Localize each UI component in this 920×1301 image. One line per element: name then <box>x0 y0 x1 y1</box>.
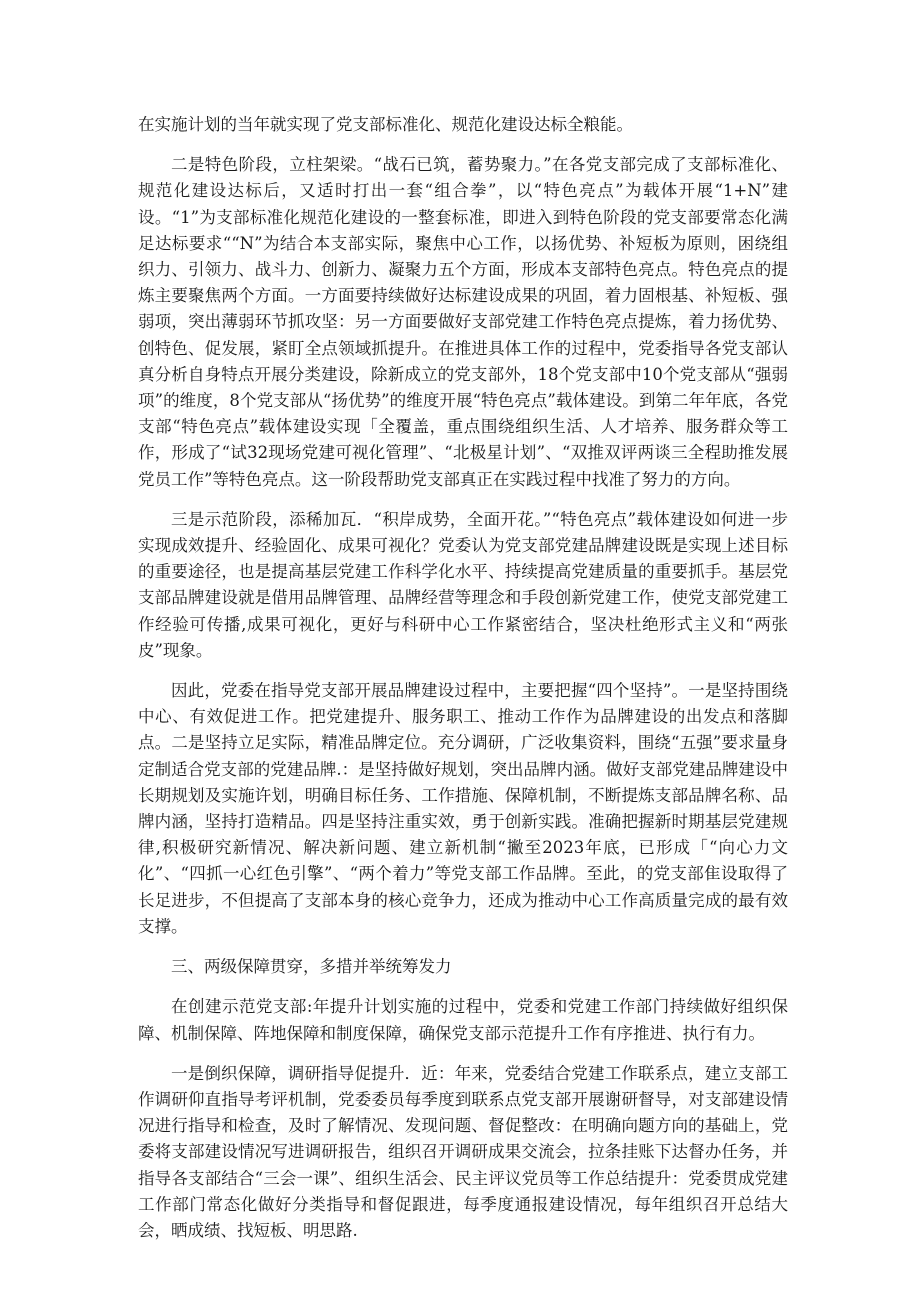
paragraph-organizational-guarantee: 一是倒织保障，调研指导促提升．近：年来，党委结合党建工作联系点，建立支部工作调研仰直指导考评机制，党委委员每季度到联系点党支部开展谢研督导，对支部建设情况进行指导和检查，及时了解情况、发现问题、督促整改：在明确向题方向的基础上，党委将支部建设情况写进调研报告，组织召开调研成果交流会，拉条挂账下达督办任务，并指导各支部结合“三会一课”、组织生活会、民主评议党员等工作总结提升：党委贯成党建工作部门常态化做好分类指导和督促跟进，每季度通报建设情况，每年组织召开总结大会，晒成绩、找短板、明思路. <box>138 1063 788 1240</box>
paragraph-guarantees: 在创建示范党支部:年提升计划实施的过程中，党委和党建工作部门持续做好组织保障、机制保障、阵地保障和制度保障，确保党支部示范提升工作有序推进、执行有力。 <box>138 997 788 1043</box>
paragraph-four-persistences: 因此，党委在指导党支部开展品牌建设过程中，主要把握“四个坚持”。一是坚持围绕中心、有效促进工作。把党建提升、服务职工、推动工作作为品牌建设的出发点和落脚点。二是坚持立足实际，精准品牌定位。充分调研，广泛收集资料，围绕“五强”要求量身定制适合党支部的党建品牌.：是坚持做好规划，突出品牌内涵。做好支部党建品牌建设中长期规划及实施许划，明确目标任务、工作措施、保障机制，不断提炼支部品牌名称、品牌内涵，坚持打造精品。四是坚持注重实效，勇于创新实践。准确把握新时期基层党建规律,积极研究新情况、解决新问题、建立新机制“撇至2023年底，已形成「“向心力文化”、“四抓一心红色引擎”、“两个着力”等党支部工作品牌。至此，的党支部隹设取得了长足进步，不但提高了支部本身的核心竞争力，还成为推动中心工作高质量完成的最有效支撑。 <box>138 681 788 936</box>
document-page <box>138 112 788 1258</box>
paragraph-special-stage: 二是特色阶段，立柱架梁。“战石已筑，蓄势聚力。”在各党支部完成了支部标准化、规范化建设达标后，又适时打出一套“组合拳”，以“特色亮点”为载体开展“1+N”建设。“1”为支部标准化规范化建设的一整套标准，即进入到特色阶段的党支部要常态化满足达标要求““N”为结合本支部实际，聚焦中心工作，以扬优势、补短板为原则，困绕组织力、引领力、战斗力、创新力、凝聚力五个方面，形成本支部特色亮点。特色亮点的提炼主要聚焦两个方面。一方面要持续做好达标建设成果的巩固，着力固根基、补短板、强弱项，突出薄弱环节抓攻坚：另一方面要做好支部党建工作特色亮点提炼，着力扬优势、创特色、促发展，紧盯全点领域抓提升。在推进具体工作的过程中，党委指导各党支部认真分析自身特点开展分类建设，除新成立的党支部外，18个党支部中10个党支部从“强弱项”的维度，8个党支部从“扬优势”的维度开展“特色亮点”载体建设。到第二年年底，各党支部“特色亮点”载体建设实现「全覆盖，重点围绕组织生活、人才培养、服务群众等工作，形成了“试32现场党建可视化管理”、“北极星计划”、“双推双评两谈三全程助推发展党员工作”等特色亮点。这一阶段帮助党支部真正在实践过程中找准了努力的方向。 <box>138 155 788 489</box>
paragraph-demonstration-stage: 三是示范阶段，添稀加瓦．“积岸成势，全面开花。”“特色亮点”载体建设如何进一步实现成效提升、经验固化、成果可视化？党委认为党支部党建品牌建设既是实现上述目标的重要途径，也是提高基层党建工作科学化水平、持续提高党建质量的重要抓手。基层党支部品牌建设就是借用品牌管理、品牌经营等理念和手段创新党建工作，使党支部党建工作经验可传播,成果可视化，更好与科研中心工作紧密结合，坚决杜绝形式主义和“两张皮”现象。 <box>138 509 788 660</box>
paragraph-continuation: 在实施计划的当年就实现了党支部标准化、规范化建设达标全粮能。 <box>138 115 633 134</box>
section-heading: 三、两级保障贯穿，多措并举统筹发力 <box>171 957 452 977</box>
